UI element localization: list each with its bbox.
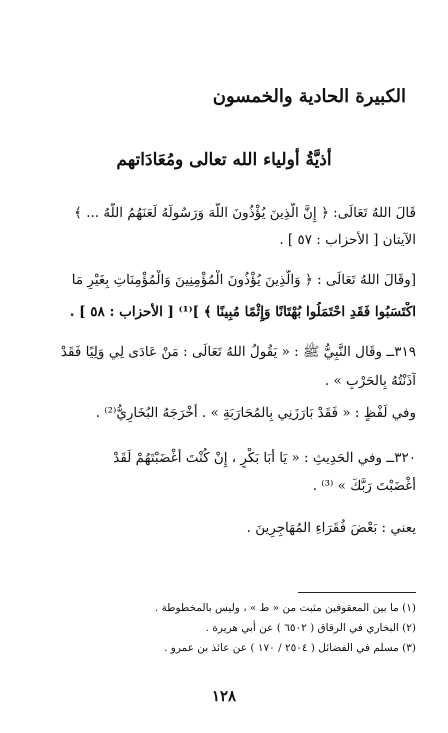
hadith-319-line: ٣١٩ــ وقَال النَّبِيُّ ﷺ : « يَقُولُ اللهُ تَعَالَى : مَنْ عَادَى لِي وَلِيًا فَقَدْ [60,344,416,360]
body-line: آذَنْتُهُ بِالحَرْبِ » . [324,373,416,389]
body-line: يعني : بَعْضَ فُقَرَاءِ المُهَاجِرِينَ . [246,520,416,536]
section-title: الكبيرة الحادية والخمسون [212,86,406,107]
body-line: [وقَالَ اللهُ تَعَالَى : ﴿ وَالَّذِينَ يُؤْذُونَ الْمُؤْمِنِينَ وَالْمُؤْمِنَاتِ بِغَيْرِ مَا [71,272,416,288]
body-line: قَالَ اللهُ تَعَالَى: ﴿ إِنَّ الَّذِينَ يُؤْذُونَ اللَّهَ وَرَسُولَهُ لَعَنَهُمُ اللَّهُ ... ﴾ [74,205,416,221]
hadith-320-line: ٣٢٠ــ وفي الحَدِيثِ : « يَا أَبَا بَكْرٍ ، إِنْ كُنْتَ أَغْضَبْتَهُمْ لَقَدْ [113,450,416,466]
footnote: (١) ما بين المعقوفين مثبت من « ط » ، وليس بالمخطوطة . [154,602,416,614]
footnote-separator [298,592,416,593]
footnote: (٢) البخاري في الرقاق ( ٦٥٠٢ ) عن أبي هريرة . [205,622,416,634]
body-line: أَغْضَبْتَ رَبَّكَ » ⁽³⁾ . [312,478,416,494]
footnote: (٣) مسلم في الفضائل ( ٢٥٠٤ / ١٧٠ ) عن عائذ بن عمرو . [164,642,416,654]
chapter-title: أذيَّةُ أولياء الله تعالى ومُعَادَاتهم [116,150,332,170]
body-line: الآيتان [ الأحزاب : ٥٧ ] . [279,232,416,248]
body-line: وفي لَفْظٍ : « فَقَدْ بَارَزَنِي بِالمُحَارَبَةِ » . أخْرَجَهُ البُخَارِيُّ⁽²⁾ . [95,405,416,421]
page-number: ١٢٨ [211,687,237,705]
body-line: اكْتَسَبُوا فَقَدِ احْتَمَلُوا بُهْتَانًا وَإِثْمًا مُبِينًا ﴾ ]⁽¹⁾ [ الأحزاب : ٥٨ ] . [69,304,416,320]
